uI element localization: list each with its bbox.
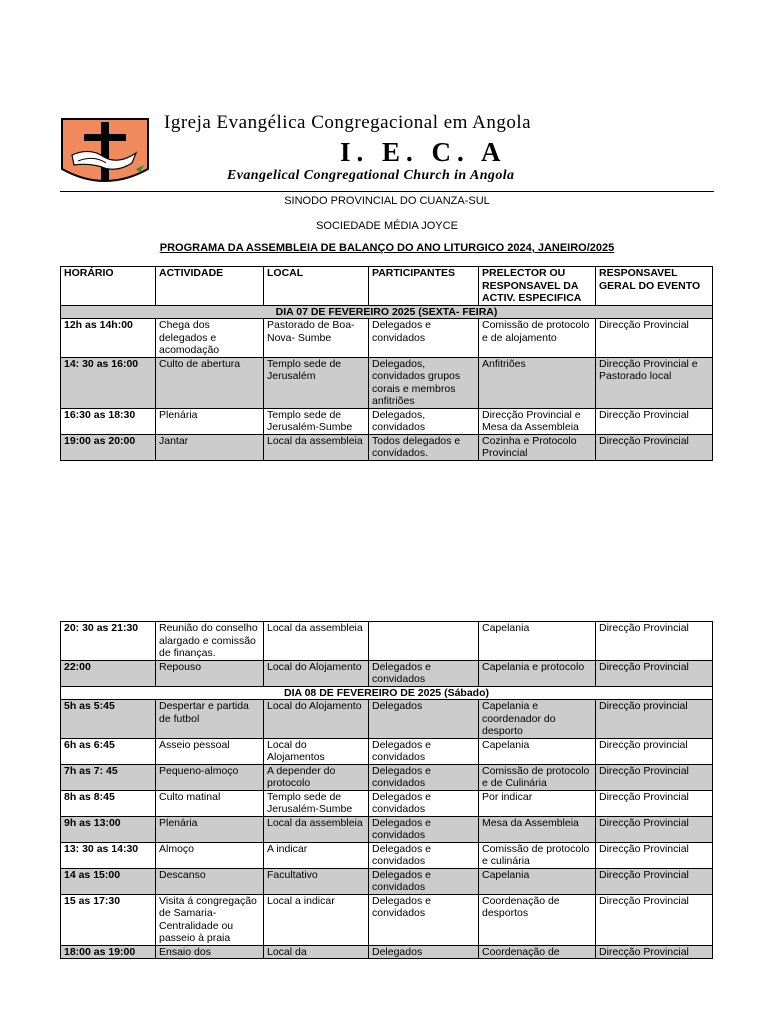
cell-prelector: Coordenação de bbox=[479, 945, 596, 959]
cell-actividade: Culto matinal bbox=[156, 790, 264, 816]
column-header-prelector: PRELECTOR OU RESPONSAVEL DA ACTIV. ESPECIFICA bbox=[479, 267, 596, 306]
cell-actividade: Almoço bbox=[156, 842, 264, 868]
cell-actividade: Repouso bbox=[156, 660, 264, 686]
society-line: SOCIEDADE MÉDIA JOYCE bbox=[316, 220, 458, 232]
ieca-logo bbox=[60, 117, 150, 187]
cell-actividade: Culto de abertura bbox=[156, 357, 264, 408]
cell-prelector: Comissão de protocolo e de alojamento bbox=[479, 319, 596, 358]
cell-horario: 18:00 as 19:00 bbox=[61, 945, 156, 959]
cell-responsavel: Direcção Provincial bbox=[596, 408, 713, 434]
day-label: DIA 08 DE FEVEREIRO DE 2025 (Sábado) bbox=[61, 686, 713, 700]
table-row bbox=[61, 738, 713, 764]
cell-local: Pastorado de Boa-Nova- Sumbe bbox=[264, 319, 369, 358]
table-row bbox=[61, 319, 713, 358]
cell-participantes: Delegados, convidados bbox=[369, 408, 479, 434]
cell-prelector: Capelania bbox=[479, 622, 596, 661]
table-row bbox=[61, 622, 713, 661]
cell-responsavel: Direcção Provincial bbox=[596, 842, 713, 868]
cell-actividade: Chega dos delegados e acomodação bbox=[156, 319, 264, 358]
cell-horario: 15 as 17:30 bbox=[61, 894, 156, 945]
cell-responsavel: Direcção Provincial bbox=[596, 945, 713, 959]
cell-local: Templo sede de Jerusalém bbox=[264, 357, 369, 408]
cell-participantes: Delegados e convidados bbox=[369, 842, 479, 868]
cell-horario: 9h as 13:00 bbox=[61, 816, 156, 842]
organization-english-name: Evangelical Congregational Church in Angola bbox=[227, 168, 515, 183]
cell-actividade: Asseio pessoal bbox=[156, 738, 264, 764]
cell-local: Templo sede de Jerusalém-Sumbe bbox=[264, 790, 369, 816]
cell-responsavel: Direcção Provincial bbox=[596, 816, 713, 842]
column-header-participantes: PARTICIPANTES bbox=[369, 267, 479, 306]
table-row bbox=[61, 945, 713, 959]
cell-prelector: Cozinha e Protocolo Provincial bbox=[479, 434, 596, 460]
column-header-horario: HORÁRIO bbox=[61, 267, 156, 306]
cell-local: Local do Alojamento bbox=[264, 700, 369, 739]
cell-prelector: Mesa da Assembleia bbox=[479, 816, 596, 842]
column-header-responsavel: RESPONSAVEL GERAL DO EVENTO bbox=[596, 267, 713, 306]
cell-responsavel: Direcção Provincial bbox=[596, 434, 713, 460]
cell-responsavel: Direcção Provincial bbox=[596, 319, 713, 358]
synod-line: SINODO PROVINCIAL DO CUANZA-SUL bbox=[284, 195, 490, 207]
cell-actividade: Despertar e partida de futbol bbox=[156, 700, 264, 739]
day-header-row bbox=[61, 305, 713, 319]
table-row bbox=[61, 868, 713, 894]
cell-responsavel: Direcção Provincial bbox=[596, 764, 713, 790]
cell-actividade: Reunião do conselho alargado e comissão de finanças. bbox=[156, 622, 264, 661]
cell-prelector: Capelania bbox=[479, 868, 596, 894]
cell-local: Local da bbox=[264, 945, 369, 959]
cell-horario: 8h as 8:45 bbox=[61, 790, 156, 816]
cell-responsavel: Direcção Provincial e Pastorado local bbox=[596, 357, 713, 408]
cell-horario: 22:00 bbox=[61, 660, 156, 686]
cell-actividade: Jantar bbox=[156, 434, 264, 460]
cell-participantes: Todos delegados e convidados. bbox=[369, 434, 479, 460]
cell-local: Local da assembleia bbox=[264, 434, 369, 460]
organization-name: Igreja Evangélica Congregacional em Angola bbox=[164, 112, 532, 133]
cell-participantes: Delegados e convidados bbox=[369, 816, 479, 842]
cell-local: Templo sede de Jerusalém-Sumbe bbox=[264, 408, 369, 434]
cell-responsavel: Direcção Provincial bbox=[596, 868, 713, 894]
organization-abbreviation: I. E. C. A bbox=[340, 137, 507, 167]
cell-prelector: Coordenação de desportos bbox=[479, 894, 596, 945]
cell-responsavel: Direcção provincial bbox=[596, 700, 713, 739]
cell-participantes: Delegados bbox=[369, 700, 479, 739]
cell-responsavel: Direcção Provincial bbox=[596, 790, 713, 816]
cell-horario: 6h as 6:45 bbox=[61, 738, 156, 764]
cell-responsavel: Direcção Provincial bbox=[596, 894, 713, 945]
cell-local: A depender do protocolo bbox=[264, 764, 369, 790]
cell-prelector: Capelania bbox=[479, 738, 596, 764]
cell-prelector: Direcção Provincial e Mesa da Assembleia bbox=[479, 408, 596, 434]
table-row bbox=[61, 408, 713, 434]
column-header-local: LOCAL bbox=[264, 267, 369, 306]
cell-horario: 14: 30 as 16:00 bbox=[61, 357, 156, 408]
column-header-actividade: ACTIVIDADE bbox=[156, 267, 264, 306]
day-header-row bbox=[61, 686, 713, 700]
cell-participantes: Delegados e convidados bbox=[369, 894, 479, 945]
program-title: PROGRAMA DA ASSEMBLEIA DE BALANÇO DO ANO LITURGICO 2024, JANEIRO/2025 bbox=[159, 242, 615, 254]
cell-participantes: Delegados e convidados bbox=[369, 660, 479, 686]
cell-participantes: Delegados, convidados grupos corais e membros anfitriões bbox=[369, 357, 479, 408]
cell-actividade: Visita á congregação de Samaria-Centralidade ou passeio à praia bbox=[156, 894, 264, 945]
cell-horario: 16:30 as 18:30 bbox=[61, 408, 156, 434]
cell-local: Facultativo bbox=[264, 868, 369, 894]
schedule-table-1 bbox=[60, 266, 713, 461]
day-label: DIA 07 DE FEVEREIRO 2025 (SEXTA- FEIRA) bbox=[61, 305, 713, 319]
cell-actividade: Plenária bbox=[156, 816, 264, 842]
cell-local: Local do Alojamentos bbox=[264, 738, 369, 764]
table-row bbox=[61, 894, 713, 945]
cell-participantes: Delegados e convidados bbox=[369, 764, 479, 790]
cell-local: Local a indicar bbox=[264, 894, 369, 945]
cell-participantes: Delegados bbox=[369, 945, 479, 959]
table-row bbox=[61, 700, 713, 739]
cell-horario: 14 as 15:00 bbox=[61, 868, 156, 894]
cell-local: Local da assembleia bbox=[264, 622, 369, 661]
cell-local: Local da assembleia bbox=[264, 816, 369, 842]
cell-actividade: Plenária bbox=[156, 408, 264, 434]
cell-prelector: Comissão de protocolo e culinária bbox=[479, 842, 596, 868]
cell-participantes: Delegados e convidados bbox=[369, 319, 479, 358]
cell-horario: 13: 30 as 14:30 bbox=[61, 842, 156, 868]
cell-prelector: Capelania e protocolo bbox=[479, 660, 596, 686]
table-row bbox=[61, 790, 713, 816]
cell-horario: 20: 30 as 21:30 bbox=[61, 622, 156, 661]
cell-actividade: Descanso bbox=[156, 868, 264, 894]
cell-horario: 19:00 as 20:00 bbox=[61, 434, 156, 460]
cell-responsavel: Direcção Provincial bbox=[596, 622, 713, 661]
cell-prelector: Por indicar bbox=[479, 790, 596, 816]
table-row bbox=[61, 816, 713, 842]
cell-participantes: Delegados e convidados bbox=[369, 868, 479, 894]
cell-local: Local do Alojamento bbox=[264, 660, 369, 686]
table-header-row bbox=[61, 267, 713, 306]
table-row bbox=[61, 764, 713, 790]
cell-horario: 7h as 7: 45 bbox=[61, 764, 156, 790]
cell-prelector: Capelania e coordenador do desporto bbox=[479, 700, 596, 739]
table-row bbox=[61, 842, 713, 868]
table-row bbox=[61, 660, 713, 686]
cell-participantes: Delegados e convidados bbox=[369, 790, 479, 816]
cell-actividade: Pequeno-almoço bbox=[156, 764, 264, 790]
cell-horario: 5h as 5:45 bbox=[61, 700, 156, 739]
cell-prelector: Anfitriões bbox=[479, 357, 596, 408]
cell-actividade: Ensaio dos bbox=[156, 945, 264, 959]
cell-local: A indicar bbox=[264, 842, 369, 868]
table-row bbox=[61, 357, 713, 408]
header-rule bbox=[60, 191, 714, 192]
cell-responsavel: Direcção Provincial bbox=[596, 660, 713, 686]
cell-participantes bbox=[369, 622, 479, 661]
cell-responsavel: Direcção provincial bbox=[596, 738, 713, 764]
table-row bbox=[61, 434, 713, 460]
cell-horario: 12h as 14h:00 bbox=[61, 319, 156, 358]
schedule-table-2 bbox=[60, 621, 713, 959]
cell-prelector: Comissão de protocolo e de Culinária bbox=[479, 764, 596, 790]
cell-participantes: Delegados e convidados bbox=[369, 738, 479, 764]
